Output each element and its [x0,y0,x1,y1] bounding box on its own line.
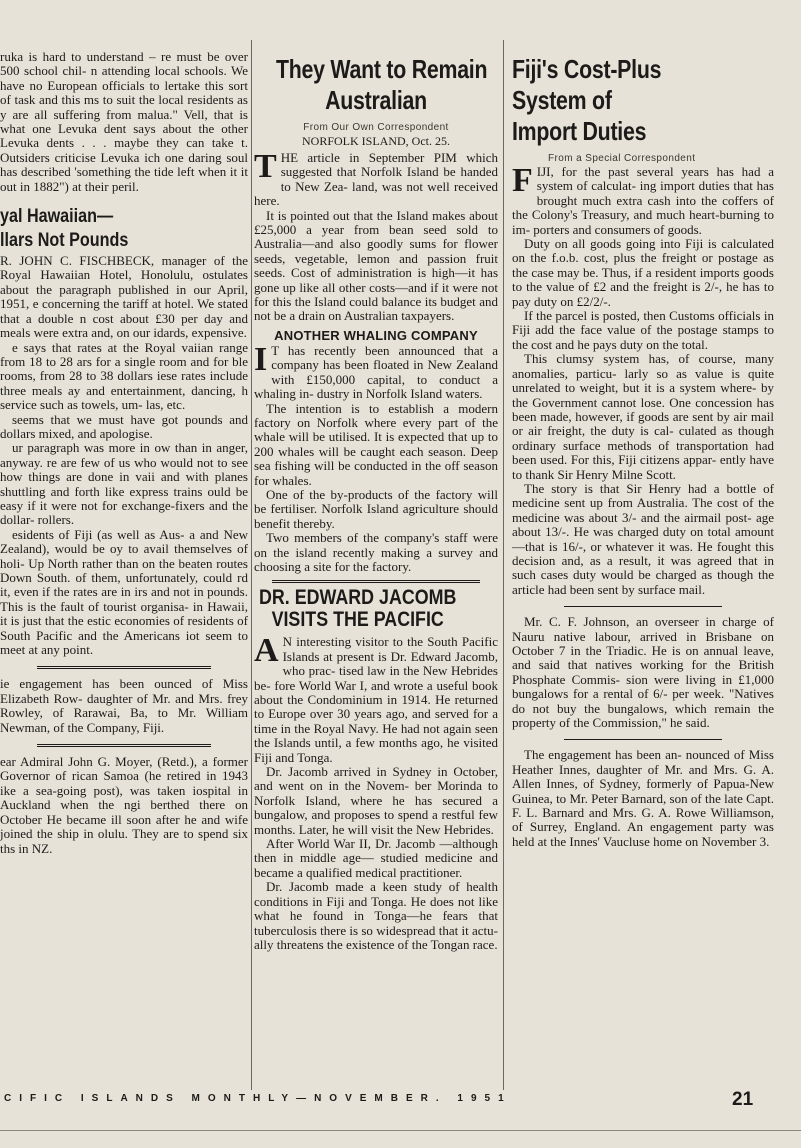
fiji-paragraph: If the parcel is posted, then Customs officials in Fiji add the face value of the postage stamps to the cost and he pays duty on the total. [512,308,774,352]
section-divider [37,666,211,669]
fiji-paragraph: The story is that Sir Henry had a bottle of medicine sent up from Australia. The cost of the medicine was about 3/- and the airmail post- age about 13/-. He was charged duty on total amount—that is 16/-, or whatever it was. He fought this decision and, as a result, it was agreed that in such cases duty would be charged as though the article had been sent by surface mail. [512,480,774,597]
page-number: 21 [732,1089,754,1110]
fiji-byline: From a Special Correspondent [548,153,696,164]
jacomb-headline-2: VISITS THE PACIFIC [271,608,444,632]
norfolk-headline-1: They Want to Remain [275,54,488,84]
bottom-rule [0,1130,801,1131]
hawaiian-paragraph: R. JOHN C. FISCHBECK, manager of the Royal Hawaiian Hotel, Honolulu, ostulates about the paragraph published in our April, 1951, e concerning the tariff at hotel. We stated that a double n cost about £30 per day and meals were extra and, on our idards, expensive. [0,253,248,341]
column-left [0,50,248,1070]
hawaiian-headline-2: llars Not Pounds [0,230,129,252]
column-rule-1 [251,40,252,1090]
norfolk-paragraph: It is pointed out that the Island makes about £25,000 a year from bean seed sold to Australia—and also goodly sums for flower seeds, vegetable, lemon and passion fruit seeds. Cost of administration is high—it has gone up like all other costs—and if it were not for this the Island could balance its budget and not be a drain on Australian taxpayers. [254,207,498,324]
whaling-paragraph: IT has recently been announced that a company has been floated in New Zealand with £150,000 capital, to conduct a whaling in- dustry in Norfolk Island waters. [254,340,498,402]
jacomb-paragraph: Dr. Jacomb made a keen study of health conditions in Fiji and Tonga. He does not like what he found in Tonga—he fears that tuberculosis there is so widespread that it actu- ally threatens the existence of the Tongan race. [254,879,498,952]
fiji-paragraph: Duty on all goods going into Fiji is calculated on the f.o.b. cost, plus the freight or postage as the case may be. Thus, if a resident imports goods to the value of £2 and the freight is 2/-, he has to pay duty on £2/2/-. [512,236,774,309]
column-middle [254,54,498,1086]
whaling-subhead: ANOTHER WHALING COMPANY [274,327,478,343]
fiji-headline-3: Import Duties [512,116,647,146]
whaling-paragraph: One of the by-products of the factory will be fertiliser. Norfolk Island agriculture should benefit thereby. [254,486,498,531]
section-divider [564,739,721,740]
hawaiian-headline-1: yal Hawaiian— [0,206,114,228]
levuka-article-text: ruka is hard to understand – re must be over 500 school chil- n attending local schools. We have no European officials to lertake this sort of task and this ms to suit the local residents as y are all suffering from malua." Vell, that is what one Levuka dent says about the other Levuka dents . . . maybe they can take t. Outsiders criticise Levuka ich one daring soul has described 'something the tide left when it it out in 1882") at their peril. [0,50,248,194]
norfolk-dateline: NORFOLK ISLAND, Oct. 25. [302,134,450,148]
running-title: CIFIC ISLANDS MONTHLY—NOVEMBER. 1951 [4,1093,512,1104]
fiji-headline-1: Fiji's Cost-Plus [512,54,662,84]
johnson-notice: Mr. C. F. Johnson, an overseer in charge of Nauru native labour, arrived in Brisbane on October 7 in the Triadic. He is on annual leave, and said that natives working for the British Phosphate Commis- sion were living in £1,000 bungalows for a rental of 6/- per week. "Natives do not buy the bungalows, which remain the property of the Commission," he said. [512,614,774,731]
whaling-paragraph: Two members of the company's staff were on the island recently making a survey and choosing a site for the factory. [254,530,498,574]
page-footer [0,1087,801,1127]
hawaiian-paragraph: esidents of Fiji (as well as Aus- a and New Zealand), would be oy to avail themselves of holi- Up North rather than on the beaten routes Down South. of them, unfortunately, could rd it, even if the rates are in irs and not in pounds. This is the fault of tourist organisa- in Hawaii, it is just that the estic economies of residents of South Pacific and the Americans iot seem to meet at any point. [0,526,248,658]
whaling-paragraph: The intention is to establish a modern factory on Norfolk where every part of the whale will be utilised. It is expected that up to 200 whales will be caught each season. Deep sea fishing will be conducted in the off season for whales. [254,400,498,488]
hawaiian-paragraph: ur paragraph was more in ow than in anger, anyway. re are few of us who would not to see how things are done in vaii and with planes shuttling and forth like express trains ould be easy if it were not for exchange-fixers and the dollar- rollers. [0,440,248,528]
rowley-engagement-notice: ie engagement has been ounced of Miss Elizabeth Row- daughter of Mr. and Mrs. frey Rowley, of Rarawai, Ba, to Mr. William Newman, of the Company, Fiji. [0,676,248,735]
fiji-headline-2: System of [512,85,612,115]
fiji-paragraph: This clumsy system has, of course, many anomalies, particu- larly so as value is quite unrelated to weight, but it is a system where- by the Government cannot lose. One concession has been made, however, if goods are sent by air mail or air freight, the duty is cal- culated as though ordinary surface methods of transportation had been used. For this, Fiji citizens appar- ently have to thank Sir Henry Milne Scott. [512,351,774,482]
norfolk-byline: From Our Own Correspondent [303,122,449,133]
section-divider [272,580,479,583]
jacomb-headline-1: DR. EDWARD JACOMB [259,586,457,610]
admiral-moyer-notice: ear Admiral John G. Moyer, (Retd.), a former Governor of rican Samoa (he retired in 1943 ike a sea-going post), was taken iospital in Auckland when the ngi berthed there on October He became ill soon after he and wife joined the ship in olulu. They are to spend six ths in NZ. [0,754,248,856]
section-divider [37,744,211,747]
jacomb-paragraph: Dr. Jacomb arrived in Sydney in October, and went on in the Novem- ber Morinda to Norfolk Island, where he has secured a bungalow, and proposes to spend a restful few months. Later, he will visit the New Hebrides. [254,764,498,837]
column-rule-2 [503,40,504,1090]
innes-engagement-notice: The engagement has been an- nounced of Miss Heather Innes, daughter of Mr. and Mrs. G. A. Allen Innes, of Sydney, formerly of Papua-New Guinea, to Mr. Peter Barnard, son of the late Capt. F. L. Barnard and Mrs. G. A. Rowe Williamson, of Surrey, England. An engagement party was held at the Innes' Vaucluse home on November 3. [512,747,774,849]
norfolk-headline-2: Australian [325,85,427,115]
norfolk-paragraph: THE article in September PIM which suggested that Norfolk Island be handed to New Zea- land, was not well received here. [254,148,498,209]
hawaiian-paragraph: seems that we must have got pounds and dollars mixed, and apologise. [0,411,248,441]
section-divider [564,606,721,607]
jacomb-paragraph: After World War II, Dr. Jacomb —although then in middle age— studied medicine and became a qualified medical practitioner. [254,836,498,880]
fiji-paragraph: FIJI, for the past several years has had a system of calculat- ing import duties that has brought much extra cash into the coffers of the Colony's Treasury, and much heart-burning to im- porters and consumers of goods. [512,162,774,237]
jacomb-paragraph: AN interesting visitor to the South Pacific Islands at present is Dr. Edward Jacomb, who prac- tised law in the New Hebrides be- fore World War I, and wrote a useful book about the Condominium in 1914. He returned to Europe over 30 years ago, and served for a time in the Royal Navy. He had not again seen the Islands until, a few months ago, he visited Fiji and Tonga. [254,632,498,765]
column-right [512,54,774,1074]
hawaiian-paragraph: e says that rates at the Royal vaiian range from 18 to 28 ars for a single room and for ble rooms, from 28 to 38 dollars iese rates include three meals ay and entertainment, dancing, h service such as towels, um- las, etc. [0,339,248,413]
